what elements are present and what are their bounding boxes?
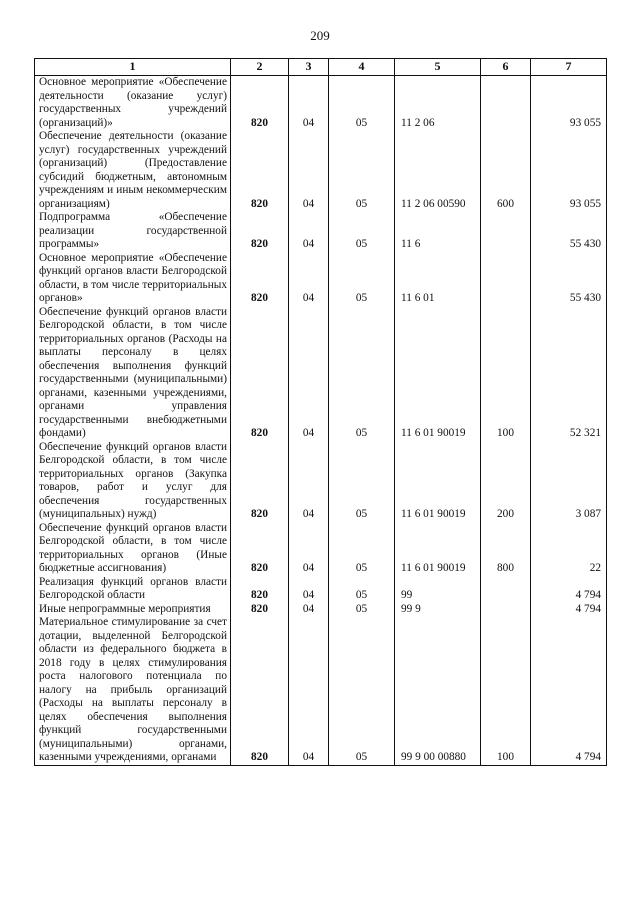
amount: 93 055: [531, 130, 607, 211]
ministry-code: 820: [231, 441, 289, 522]
ministry-code: 820: [231, 130, 289, 211]
expense-type-code: 100: [481, 616, 531, 765]
column-header: 4: [329, 59, 395, 76]
table-row: [35, 252, 607, 306]
amount: 4 794: [531, 616, 607, 765]
table-row: [35, 306, 607, 441]
column-header: 1: [35, 59, 231, 76]
expense-type-code: [481, 252, 531, 306]
expense-type-code: [481, 76, 531, 131]
table-row: [35, 522, 607, 576]
column-header: 2: [231, 59, 289, 76]
amount: 55 430: [531, 211, 607, 252]
target-article-code: 11 6: [395, 211, 481, 252]
amount: 52 321: [531, 306, 607, 441]
subsection-code: 05: [329, 211, 395, 252]
expense-type-code: 100: [481, 306, 531, 441]
ministry-code: 820: [231, 522, 289, 576]
ministry-code: 820: [231, 603, 289, 617]
subsection-code: 05: [329, 603, 395, 617]
row-name: Обеспечение функций органов власти Белгородской области, в том числе территориальных органов (Закупка товаров, работ и услуг для обеспечения государственных (муниципальных) нужд): [35, 441, 231, 522]
subsection-code: 05: [329, 130, 395, 211]
row-name: Иные непрограммные мероприятия: [35, 603, 231, 617]
subsection-code: 05: [329, 522, 395, 576]
section-code: 04: [289, 130, 329, 211]
table-row: [35, 603, 607, 617]
section-code: 04: [289, 616, 329, 765]
row-name: Обеспечение функций органов власти Белгородской области, в том числе территориальных органов (Расходы на выплаты персоналу в целях обеспечения выполнения функций государственными (муниципальными) органами, казенными учреждениями, органами управления государственными внебюджетными фондами): [35, 306, 231, 441]
amount: 93 055: [531, 76, 607, 131]
target-article-code: 11 2 06 00590: [395, 130, 481, 211]
expense-type-code: 200: [481, 441, 531, 522]
expense-type-code: [481, 576, 531, 603]
table-row: [35, 76, 607, 131]
amount: 4 794: [531, 576, 607, 603]
row-name: Материальное стимулирование за счет дотации, выделенной Белгородской области из федерального бюджета в 2018 году в целях стимулирования роста налогового потенциала по налогу на прибыль организаций (Расходы на выплаты персоналу в целях обеспечения выполнения функций государственными (муниципальными) органами, казенными учреждениями, органами: [35, 616, 231, 765]
subsection-code: 05: [329, 252, 395, 306]
section-code: 04: [289, 76, 329, 131]
column-header: 7: [531, 59, 607, 76]
column-header: 3: [289, 59, 329, 76]
ministry-code: 820: [231, 211, 289, 252]
section-code: 04: [289, 211, 329, 252]
ministry-code: 820: [231, 76, 289, 131]
ministry-code: 820: [231, 576, 289, 603]
ministry-code: 820: [231, 306, 289, 441]
target-article-code: 11 6 01 90019: [395, 441, 481, 522]
expense-type-code: 600: [481, 130, 531, 211]
section-code: 04: [289, 252, 329, 306]
expense-type-code: 800: [481, 522, 531, 576]
table-row: [35, 441, 607, 522]
row-name: Основное мероприятие «Обеспечение деятельности (оказание услуг) государственных учреждений (организаций)»: [35, 76, 231, 131]
table-row: [35, 211, 607, 252]
column-header: 5: [395, 59, 481, 76]
target-article-code: 11 6 01: [395, 252, 481, 306]
table-row: [35, 616, 607, 765]
ministry-code: 820: [231, 252, 289, 306]
section-code: 04: [289, 306, 329, 441]
target-article-code: 11 2 06: [395, 76, 481, 131]
row-name: Обеспечение функций органов власти Белгородской области, в том числе территориальных органов (Иные бюджетные ассигнования): [35, 522, 231, 576]
budget-table: [34, 58, 607, 766]
section-code: 04: [289, 576, 329, 603]
amount: 55 430: [531, 252, 607, 306]
target-article-code: 99 9 00 00880: [395, 616, 481, 765]
row-name: Реализация функций органов власти Белгородской области: [35, 576, 231, 603]
table-row: [35, 130, 607, 211]
ministry-code: 820: [231, 616, 289, 765]
row-name: Подпрограмма «Обеспечение реализации государственной программы»: [35, 211, 231, 252]
subsection-code: 05: [329, 76, 395, 131]
amount: 22: [531, 522, 607, 576]
subsection-code: 05: [329, 441, 395, 522]
row-name: Обеспечение деятельности (оказание услуг) государственных учреждений (организаций) (Предоставление субсидий бюджетным, автономным учреждениям и иным некоммерческим организациям): [35, 130, 231, 211]
row-name: Основное мероприятие «Обеспечение функций органов власти Белгородской области, в том числе территориальных органов»: [35, 252, 231, 306]
table-header-row: [35, 59, 607, 76]
table-row: [35, 576, 607, 603]
column-header: 6: [481, 59, 531, 76]
amount: 4 794: [531, 603, 607, 617]
page-number: 209: [310, 28, 330, 43]
target-article-code: 11 6 01 90019: [395, 522, 481, 576]
section-code: 04: [289, 603, 329, 617]
target-article-code: 11 6 01 90019: [395, 306, 481, 441]
section-code: 04: [289, 522, 329, 576]
section-code: 04: [289, 441, 329, 522]
target-article-code: 99: [395, 576, 481, 603]
subsection-code: 05: [329, 616, 395, 765]
subsection-code: 05: [329, 306, 395, 441]
amount: 3 087: [531, 441, 607, 522]
subsection-code: 05: [329, 576, 395, 603]
expense-type-code: [481, 603, 531, 617]
expense-type-code: [481, 211, 531, 252]
target-article-code: 99 9: [395, 603, 481, 617]
